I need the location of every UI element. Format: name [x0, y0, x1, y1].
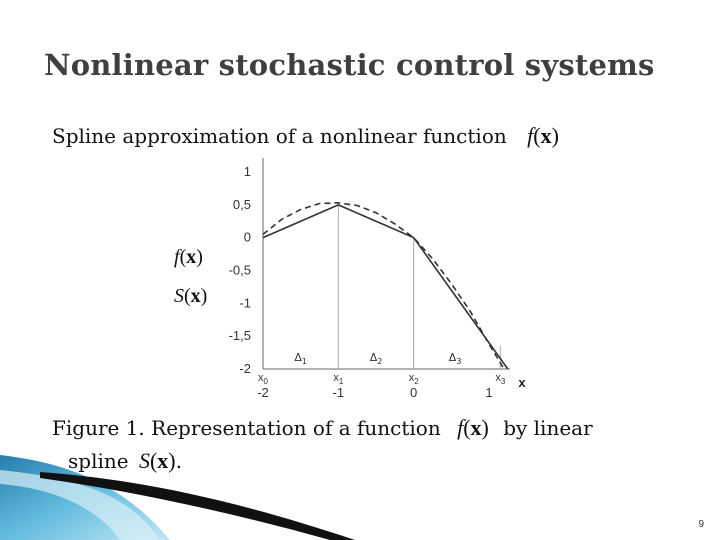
caption-sx: S(x) — [138, 448, 176, 473]
x-tick-label: 0 — [410, 385, 418, 400]
caption-period: . — [175, 449, 182, 473]
caption-text-spline: spline — [68, 449, 129, 473]
interval-subscript: 1 — [301, 357, 307, 366]
interval-label: $\Delta_3$ — [448, 351, 462, 366]
x-tick-label: -2 — [257, 385, 269, 400]
chart-fx-label: f(x) — [174, 246, 203, 268]
chart-fx-x: x — [186, 246, 197, 268]
x-tick-label: 1 — [485, 385, 493, 400]
caption-fx: f(x) — [457, 415, 489, 440]
chart-sx-label: S(x) — [174, 285, 208, 307]
knot-subscript: 0 — [263, 377, 268, 386]
knot-label: $x_3$ — [495, 372, 506, 386]
y-tick-label: -1,5 — [228, 328, 251, 344]
x-axis-label: x — [518, 375, 526, 390]
y-tick-label: -1 — [239, 295, 251, 311]
caption-sx-x: x — [157, 448, 169, 473]
caption-fx-f: f — [457, 415, 464, 440]
subtitle-text: Spline approximation of a nonlinear function — [52, 124, 507, 148]
caption-text-b: by linear — [503, 416, 593, 440]
x-tick-label: -1 — [332, 385, 345, 400]
interval-subscript: 2 — [377, 357, 383, 366]
knot-subscript: 1 — [338, 377, 344, 386]
figure-caption-line2 — [68, 448, 182, 474]
y-tick-label: 0 — [243, 229, 251, 245]
figure-caption-line1 — [52, 415, 593, 441]
interval-label: $\Delta_1$ — [294, 351, 307, 366]
page-number: 9 — [698, 519, 704, 530]
chart-fx-f: f — [174, 246, 180, 268]
y-tick-label: 1 — [243, 164, 251, 179]
knot-subscript: 2 — [414, 377, 419, 386]
chart-sx-s: S — [174, 285, 184, 307]
knot-label: $x_2$ — [408, 372, 419, 386]
y-tick-label: -2 — [239, 361, 251, 376]
caption-fx-x: x — [470, 415, 482, 440]
interval-subscript: 3 — [456, 357, 462, 366]
caption-text-a: Figure 1. Representation of a function — [52, 416, 441, 440]
knot-subscript: 3 — [500, 377, 506, 386]
spline-line-solid — [263, 205, 508, 369]
knot-label: $x_0$ — [258, 372, 268, 386]
chart-sx-x: x — [190, 285, 201, 307]
knot-label: $x_1$ — [333, 372, 344, 386]
y-tick-label: 0,5 — [232, 196, 251, 212]
slide-title: Nonlinear stochastic control systems — [44, 48, 655, 82]
fx-x: x — [540, 123, 552, 148]
interval-label: $\Delta_2$ — [369, 351, 383, 366]
subtitle-fx: f(x) — [527, 123, 559, 148]
y-tick-label: -0,5 — [228, 262, 251, 278]
caption-sx-s: S — [138, 448, 150, 473]
fx-f: f — [527, 123, 534, 148]
function-curve-dashed — [263, 203, 504, 369]
